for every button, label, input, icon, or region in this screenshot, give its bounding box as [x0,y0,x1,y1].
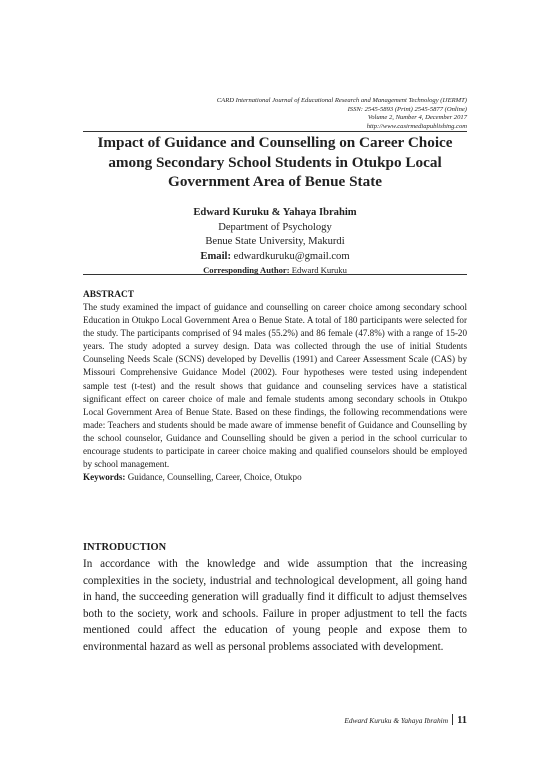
author-names: Edward Kuruku & Yahaya Ibrahim [193,207,357,218]
abstract-heading: ABSTRACT [83,290,135,300]
author-block [83,206,467,276]
author-email-line [83,250,467,265]
journal-volume: Volume 2, Number 4, December 2017 [367,114,467,122]
journal-issn: ISSN: 2545-5893 (Print) 2545-5877 (Online) [347,105,467,113]
abstract-section [83,289,467,484]
page-number: 11 [457,715,467,726]
journal-name: CARD International Journal of Educational Research and Management Technology (IJERMT) [216,97,467,104]
keywords-text: Guidance, Counselling, Career, Choice, Otukpo [127,472,302,483]
page-footer [344,714,467,727]
corresponding-author-name: Edward Kuruku [291,265,347,276]
keywords-label: Keywords: [83,472,126,483]
header-divider [83,131,467,132]
footer-authors: Edward Kuruku & Yahaya Ibrahim [344,716,449,725]
paper-title: Impact of Guidance and Counselling on Career Choice among Secondary School Students in Otukpo Local Government Area of Benue State [97,134,453,190]
corresponding-author-label: Corresponding Author: [203,265,290,276]
email-label: Email: [200,250,231,262]
introduction-section [83,541,467,655]
author-divider [83,274,467,275]
author-email[interactable]: edwardkuruku@gmail.com [233,250,350,262]
author-department: Department of Psychology [218,221,332,233]
author-university: Benue State University, Makurdi [205,236,345,248]
introduction-heading: INTRODUCTION [83,542,167,553]
footer-separator [452,714,453,725]
keywords-line [83,471,467,484]
abstract-body: The study examined the impact of guidance and counselling on career choice among secondary school Education in Otukpo Local Government Area o Benue State. A total of 180 participants were selected for the study. The participants comprised of 94 males (55.2%) and 86 female (47.8%) with a range of 15-20 years. The study adopted a survey design. Data was collected through the use of initial Students Counseling Needs Scale (SCNS) developed by Devellis (1991) and Career Assessment Scale (CAS) by Missouri Comprehensive Guidance Model (2002). Four hypotheses were tested using independent sample test (t-test) and the result shows that guidance and counseling services have a statistical significant effect on career choice of male and female students among secondary schools in Otukpo Local Government Area of Benue State. Based on these findings, the following recommendations were made: Teachers and students should be made aware of immense benefit of Guidance and Counselling by the school counselor, Guidance and Counselling should be given a period in the school curricular to encourage students to participate in career choice making and qualified counselors should be employed by school management. [83,302,467,470]
introduction-body: In accordance with the knowledge and wide assumption that the increasing complexities in the society, industrial and technological development, all going hand in hand, the succeeding generation will gradually find it difficult to adjust themselves both to the society, work and schools. Failure in proper adjustment to tell the facts mentioned could affect the education of young people and expose them to environmental hazard as well as personal problems associated with development. [83,558,467,653]
journal-url[interactable]: http://www.casirmediapublishing.com [366,122,467,130]
journal-header [217,97,467,131]
